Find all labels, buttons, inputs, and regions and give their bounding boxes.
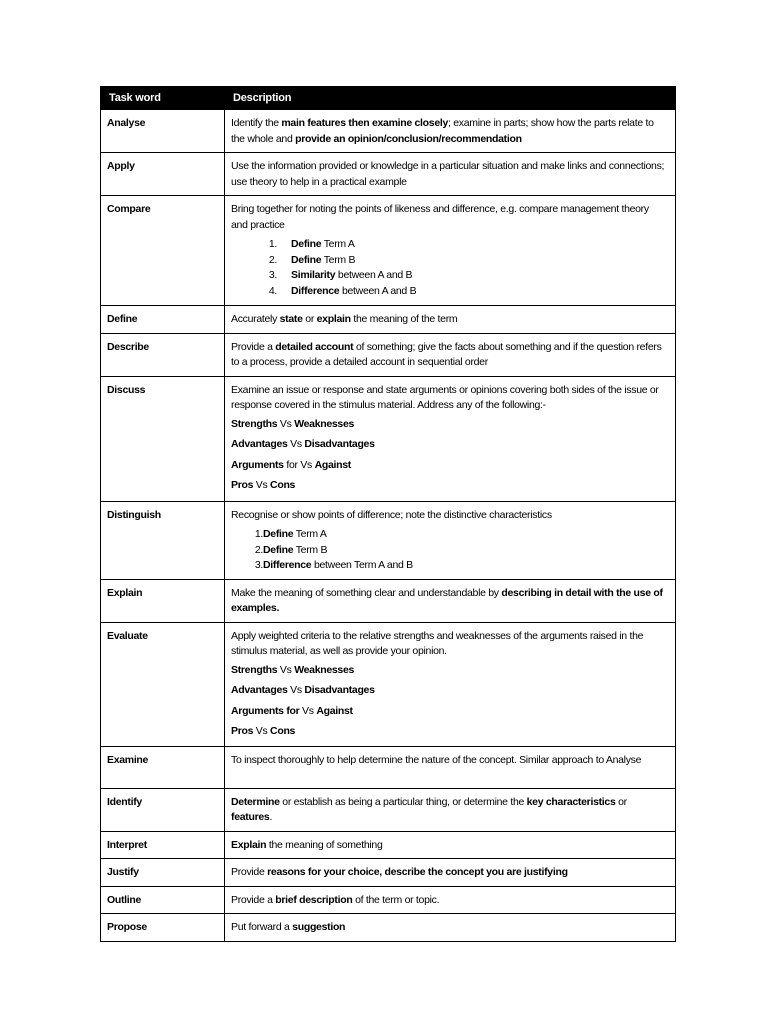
table-row [101,579,676,622]
table-row [101,886,676,914]
table-row [101,831,676,859]
task-word: Distinguish [101,501,225,579]
pair-item: Pros Vs Cons [231,479,296,491]
list-item: 4. Difference between A and B [268,284,417,297]
list-item: 1. Define Term A [268,238,355,250]
pair-item: Arguments for Vs Against [231,458,351,471]
task-word: Analyse [101,110,225,153]
header-description: Description [225,87,676,110]
description: Accurately state or explain the meaning of the term [225,306,676,334]
comparison-pairs [231,663,667,740]
description: Determine or establish as being a particular thing, or determine the key characteristics or features. [225,788,676,831]
table-row [101,376,676,501]
list-item: 3. Difference between Term A and B [254,559,413,571]
header-task-word: Task word [101,87,225,110]
task-word: Propose [101,914,225,942]
pair-item: Strengths Vs Weaknesses [231,417,355,430]
comparison-pairs [231,417,667,494]
task-word: Explain [101,579,225,622]
pair-item: Advantages Vs Disadvantages [231,438,375,450]
task-word: Apply [101,153,225,196]
pair-item: Strengths Vs Weaknesses [231,663,355,676]
task-word: Identify [101,788,225,831]
pair-item: Advantages Vs Disadvantages [231,684,375,696]
description: Put forward a suggestion [225,914,676,942]
description: Provide reasons for your choice, describe the concept you are justifying [225,859,676,887]
description: Explain the meaning of something [225,831,676,859]
list-item: 2. Define Term B [268,253,356,266]
task-word: Evaluate [101,622,225,746]
table-header-row [101,87,676,110]
description: To inspect thoroughly to help determine the nature of the concept. Similar approach to Analyse [225,746,676,788]
task-word: Justify [101,859,225,887]
description: Recognise or show points of difference; note the distinctive characteristics 1. Define Term A 2. Define Term B 3. Difference between Term A and B [225,501,676,579]
table-row [101,110,676,153]
task-word: Describe [101,333,225,376]
numbered-list [231,527,667,574]
table-row [101,622,676,746]
pair-item: Arguments for Vs Against [231,704,353,717]
table-row [101,914,676,942]
table-row [101,746,676,788]
description: Use the information provided or knowledge in a particular situation and make links and connections; use theory to help in a practical example [225,153,676,196]
numbered-list [231,237,667,299]
task-word: Examine [101,746,225,788]
table-row [101,501,676,579]
table-row [101,153,676,196]
description: Provide a brief description of the term or topic. [225,886,676,914]
table-row [101,859,676,887]
description: Provide a detailed account of something; give the facts about something and if the question refers to a process, provide a detailed account in sequential order [225,333,676,376]
task-word: Discuss [101,376,225,501]
task-word-table [100,86,676,942]
table-row [101,788,676,831]
description: Bring together for noting the points of likeness and difference, e.g. compare management theory and practice 1. Define Term A 2. Define Term B 3. Similarity between A and B 4. Difference between A and B [225,196,676,306]
table-row [101,333,676,376]
description: Examine an issue or response and state arguments or opinions covering both sides of the issue or response covered in the stimulus material. Address any of the following:- Strengths Vs Weaknesses Advantages Vs Disadvantages Arguments for Vs Against Pros Vs Cons [225,376,676,501]
description: Make the meaning of something clear and understandable by describing in detail with the use of examples. [225,579,676,622]
description: Identify the main features then examine closely; examine in parts; show how the parts relate to the whole and provide an opinion/conclusion/recommendation [225,110,676,153]
task-word: Compare [101,196,225,306]
task-word: Define [101,306,225,334]
description: Apply weighted criteria to the relative strengths and weaknesses of the arguments raised in the stimulus material, as well as provide your opinion. Strengths Vs Weaknesses Advantages Vs Disadvantages Arguments for Vs Against Pros Vs Cons [225,622,676,746]
pair-item: Pros Vs Cons [231,725,296,737]
list-item: 3. Similarity between A and B [268,269,413,281]
list-item: 2. Define Term B [254,543,328,556]
task-word: Interpret [101,831,225,859]
table-row [101,306,676,334]
list-item: 1. Define Term A [254,528,327,540]
task-word: Outline [101,886,225,914]
table-row [101,196,676,306]
